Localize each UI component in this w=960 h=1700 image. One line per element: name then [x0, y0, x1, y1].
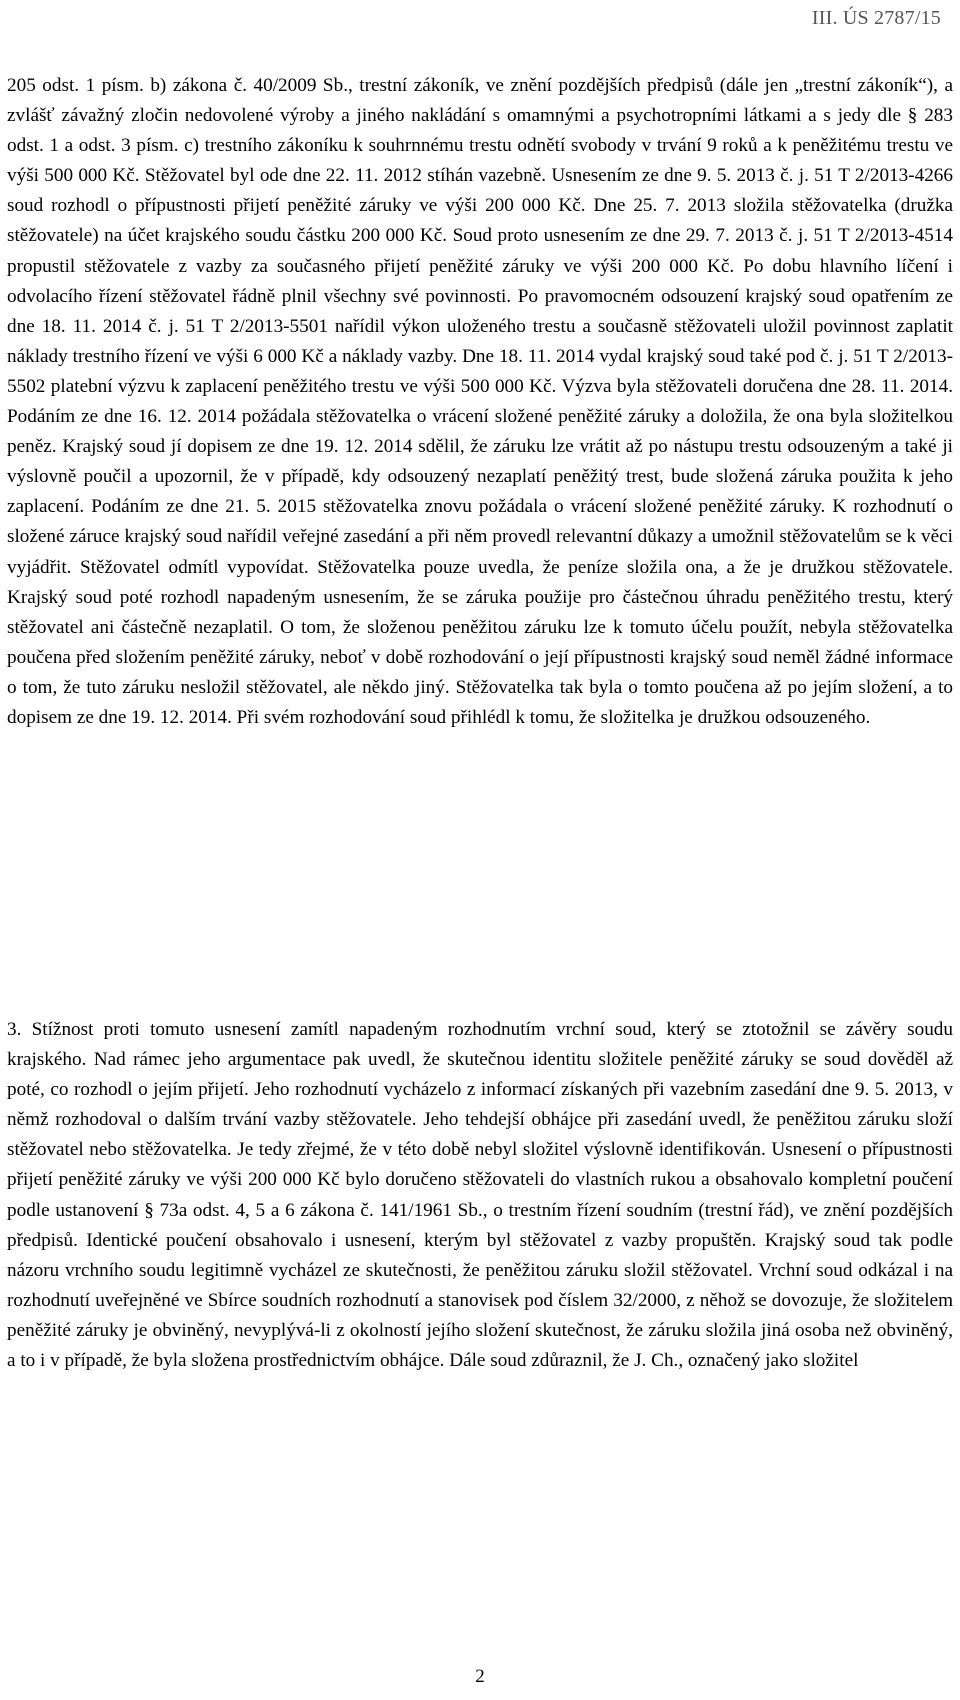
case-number-header: III. ÚS 2787/15 — [811, 7, 941, 29]
page-number: 2 — [475, 1666, 485, 1687]
paragraph-continuation: 205 odst. 1 písm. b) zákona č. 40/2009 Sb., trestní zákoník, ve znění pozdějších předpisů (dále jen „trestní zákoník“), a zvlášť závažný zločin nedovolené výroby a jiného nakládání s omamnými a psychotropními látkami a s jedy dle § 283 odst. 1 a odst. 3 písm. c) trestního zákoníku k souhrnnému trestu odnětí svobody v trvání 9 roků a k peněžitému trestu ve výši 500 000 Kč. Stěžovatel byl ode dne 22. 11. 2012 stíhán vazebně. Usnesením ze dne 9. 5. 2013 č. j. 51 T 2/2013-4266 soud rozhodl o přípustnosti přijetí peněžité záruky ve výši 200 000 Kč. Dne 25. 7. 2013 složila stěžovatelka (družka stěžovatele) na účet krajského soudu částku 200 000 Kč. Soud proto usnesením ze dne 29. 7. 2013 č. j. 51 T 2/2013-4514 propustil stěžovatele z vazby za současného přijetí peněžité záruky ve výši 200 000 Kč. Po dobu hlavního líčení i odvolacího řízení stěžovatel řádně plnil všechny své povinnosti. Po pravomocném odsouzení krajský soud opatřením ze dne 18. 11. 2014 č. j. 51 T 2/2013-5501 nařídil výkon uloženého trestu a současně stěžovateli uložil povinnost zaplatit náklady trestního řízení ve výši 6 000 Kč a náklady vazby. Dne 18. 11. 2014 vydal krajský soud také pod č. j. 51 T 2/2013-5502 platební výzvu k zaplacení peněžitého trestu ve výši 500 000 Kč. Výzva byla stěžovateli doručena dne 28. 11. 2014. Podáním ze dne 16. 12. 2014 požádala stěžovatelka o vrácení složené peněžité záruky a doložila, že ona byla složitelkou peněz. Krajský soud jí dopisem ze dne 19. 12. 2014 sdělil, že záruku lze vrátit až po nástupu trestu odsouzeným a také ji výslovně poučil a upozornil, že v případě, kdy odsouzený nezaplatí peněžitý trest, bude složená záruka použita k jeho zaplacení. Podáním ze dne 21. 5. 2015 stěžovatelka znovu požádala o vrácení složené peněžité záruky. K rozhodnutí o složené záruce krajský soud nařídil veřejné zasedání a při něm provedl relevantní důkazy a umožnil stěžovatelům se k věci vyjádřit. Stěžovatel odmítl vypovídat. Stěžovatelka pouze uvedla, že peníze složila ona, a že je družkou stěžovatele. Krajský soud poté rozhodl napadeným usnesením, že se záruka použije pro částečnou úhradu peněžitého trestu, který stěžovatel ani částečně nezaplatil. O tom, že složenou peněžitou záruku lze k tomuto účelu použít, nebyla stěžovatelka poučena před složením peněžité záruky, neboť v době rozhodování o její přípustnosti krajský soud neměl žádné informace o tom, že tuto záruku nesložil stěžovatel, ale někdo jiný. Stěžovatelka tak byla o tomto poučena až po jejím složení, a to dopisem ze dne 19. 12. 2014. Při svém rozhodování soud přihlédl k tomu, že složitelka je družkou odsouzeného. — [7, 75, 953, 728]
paragraph-3: 3. Stížnost proti tomuto usnesení zamítl napadeným rozhodnutím vrchní soud, který se ztotožnil se závěry soudu krajského. Nad rámec jeho argumentace pak uvedl, že skutečnou identitu složitele peněžité záruky se soud dověděl až poté, co rozhodl o jejím přijetí. Jeho rozhodnutí vycházelo z informací získaných při vazebním zasedání dne 9. 5. 2013, v němž rozhodoval o dalším trvání vazby stěžovatele. Jeho tehdejší obhájce při zasedání uvedl, že peněžitou záruku složí stěžovatel nebo stěžovatelka. Je tedy zřejmé, že v této době nebyl složitel výslovně identifikován. Usnesení o přípustnosti přijetí peněžité záruky ve výši 200 000 Kč bylo doručeno stěžovateli do vlastních rukou a obsahovalo kompletní poučení podle ustanovení § 73a odst. 4, 5 a 6 zákona č. 141/1961 Sb., o trestním řízení soudním (trestní řád), ve znění pozdějších předpisů. Identické poučení obsahovalo i usnesení, kterým byl stěžovatel z vazby propuštěn. Krajský soud tak podle názoru vrchního soudu legitimně vycházel ze skutečnosti, že peněžitou záruku složil stěžovatel. Vrchní soud odkázal i na rozhodnutí uveřejněné ve Sbírce soudních rozhodnutí a stanovisek pod číslem 32/2000, z něhož se dovozuje, že složitelem peněžité záruky je obviněný, nevyplývá-li z okolností jejího složení skutečnost, že záruku složila jiná osoba než obviněný, a to i v případě, že byla složena prostřednictvím obhájce. Dále soud zdůraznil, že J. Ch., označený jako složitel — [7, 1019, 953, 1372]
